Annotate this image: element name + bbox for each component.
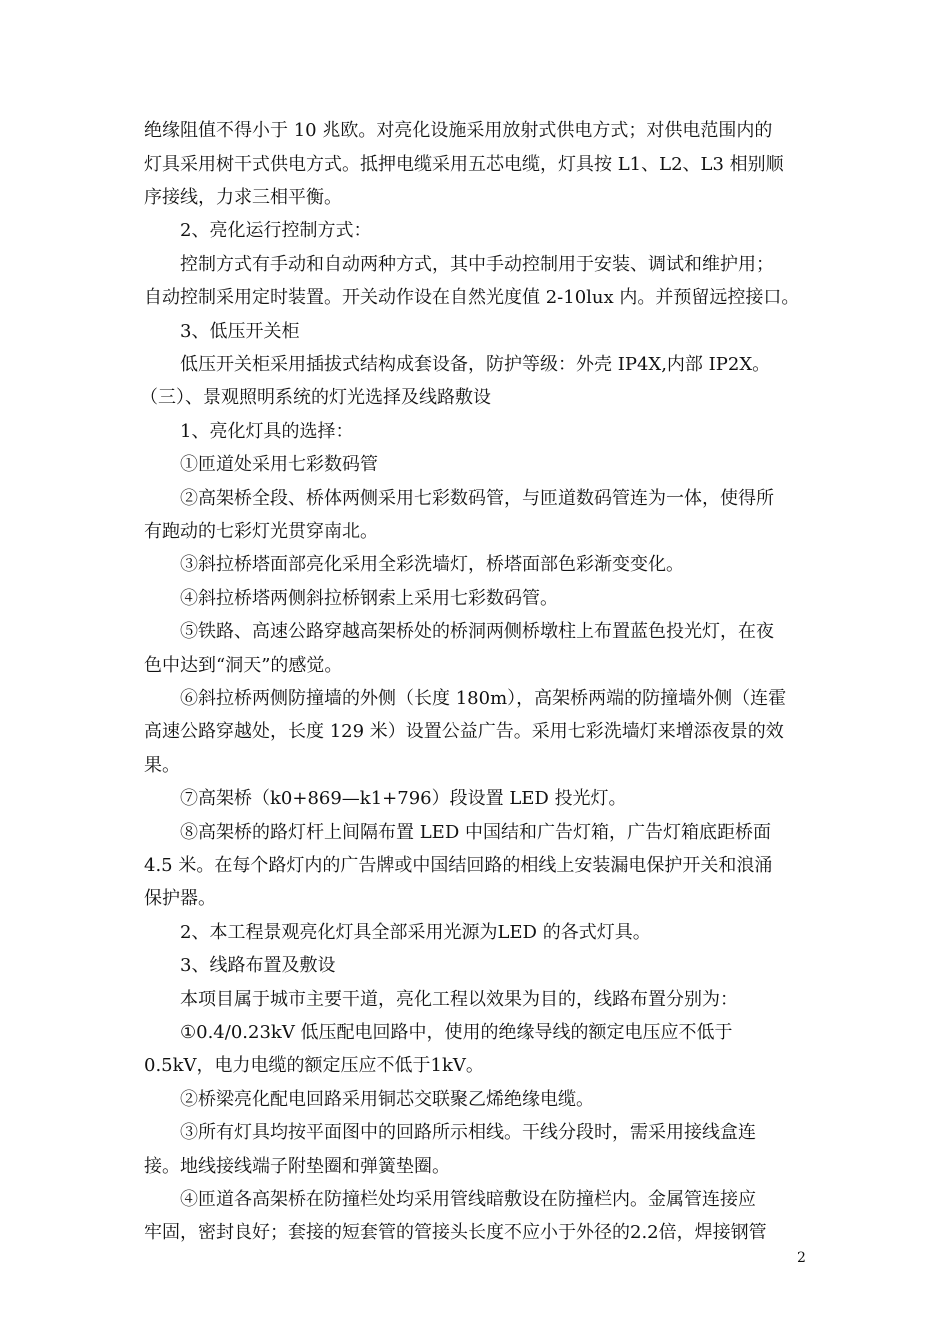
list-item: ③所有灯具均按平面图中的回路所示相线。干线分段时，需采用接线盒连 — [180, 1122, 756, 1143]
list-item: ⑧高架桥的路灯杆上间隔布置 LED 中国结和广告灯箱，广告灯箱底距桥面 — [180, 822, 771, 843]
section-heading: 2、本工程景观亮化灯具全部采用光源为LED 的各式灯具。 — [180, 922, 651, 943]
list-item: ⑤铁路、高速公路穿越高架桥处的桥洞两侧桥墩柱上布置蓝色投光灯，在夜 — [180, 621, 774, 642]
body-text-line: 灯具采用树干式供电方式。抵押电缆采用五芯电缆，灯具按 L1、L2、L3 相别顺 — [144, 154, 784, 175]
body-text-line: 低压开关柜采用插拔式结构成套设备，防护等级：外壳 IP4X,内部 IP2X。 — [180, 354, 771, 375]
list-item: ③斜拉桥塔面部亮化采用全彩洗墙灯，桥塔面部色彩渐变变化。 — [180, 554, 684, 575]
section-heading: 1、亮化灯具的选择： — [180, 421, 354, 442]
body-text-line: 接。地线接线端子附垫圈和弹簧垫圈。 — [144, 1156, 450, 1177]
list-item: ④斜拉桥塔两侧斜拉桥钢索上采用七彩数码管。 — [180, 588, 558, 609]
body-text-line: 果。 — [144, 755, 180, 776]
list-item: ⑦高架桥（k0+869—k1+796）段设置 LED 投光灯。 — [180, 788, 627, 809]
section-heading: 3、低压开关柜 — [180, 321, 300, 342]
page-number: 2 — [797, 1250, 806, 1266]
body-text-line: 本项目属于城市主要干道，亮化工程以效果为目的，线路布置分别为： — [180, 989, 738, 1010]
body-text-line: 绝缘阻值不得小于 10 兆欧。对亮化设施采用放射式供电方式；对供电范围内的 — [144, 120, 773, 141]
body-text-line: 控制方式有手动和自动两种方式，其中手动控制用于安装、调试和维护用； — [180, 254, 774, 275]
list-item: ⑥斜拉桥两侧防撞墙的外侧（长度 180m），高架桥两端的防撞墙外侧（连霍 — [180, 688, 787, 709]
list-item: ①匝道处采用七彩数码管 — [180, 454, 378, 475]
list-item: ①0.4/0.23kV 低压配电回路中，使用的绝缘导线的额定电压应不低于 — [180, 1022, 733, 1043]
body-text-line: 有跑动的七彩灯光贯穿南北。 — [144, 521, 378, 542]
section-heading: 2、亮化运行控制方式： — [180, 220, 372, 241]
body-text-line: 高速公路穿越处，长度 129 米）设置公益广告。采用七彩洗墙灯来增添夜景的效 — [144, 721, 784, 742]
body-text-line: 自动控制采用定时装置。开关动作设在自然光度值 2-10lux 内。并预留远控接口。 — [144, 287, 800, 308]
body-text-line: 牢固，密封良好；套接的短套管的管接头长度不应小于外径的2.2倍，焊接钢管 — [144, 1222, 767, 1243]
body-text-line: 保护器。 — [144, 888, 216, 909]
list-item: ②桥梁亮化配电回路采用铜芯交联聚乙烯绝缘电缆。 — [180, 1089, 594, 1110]
list-item: ②高架桥全段、桥体两侧采用七彩数码管，与匝道数码管连为一体，使得所 — [180, 488, 774, 509]
body-text-line: 色中达到“洞天”的感觉。 — [144, 655, 343, 676]
body-text-line: 序接线，力求三相平衡。 — [144, 187, 342, 208]
section-heading: （三）、景观照明系统的灯光选择及线路敷设 — [140, 387, 491, 408]
body-text-line: 0.5kV，电力电缆的额定压应不低于1kV。 — [144, 1055, 484, 1076]
section-heading: 3、线路布置及敷设 — [180, 955, 336, 976]
body-text-line: 4.5 米。在每个路灯内的广告牌或中国结回路的相线上安装漏电保护开关和浪涌 — [144, 855, 773, 876]
list-item: ④匝道各高架桥在防撞栏处均采用管线暗敷设在防撞栏内。金属管连接应 — [180, 1189, 756, 1210]
